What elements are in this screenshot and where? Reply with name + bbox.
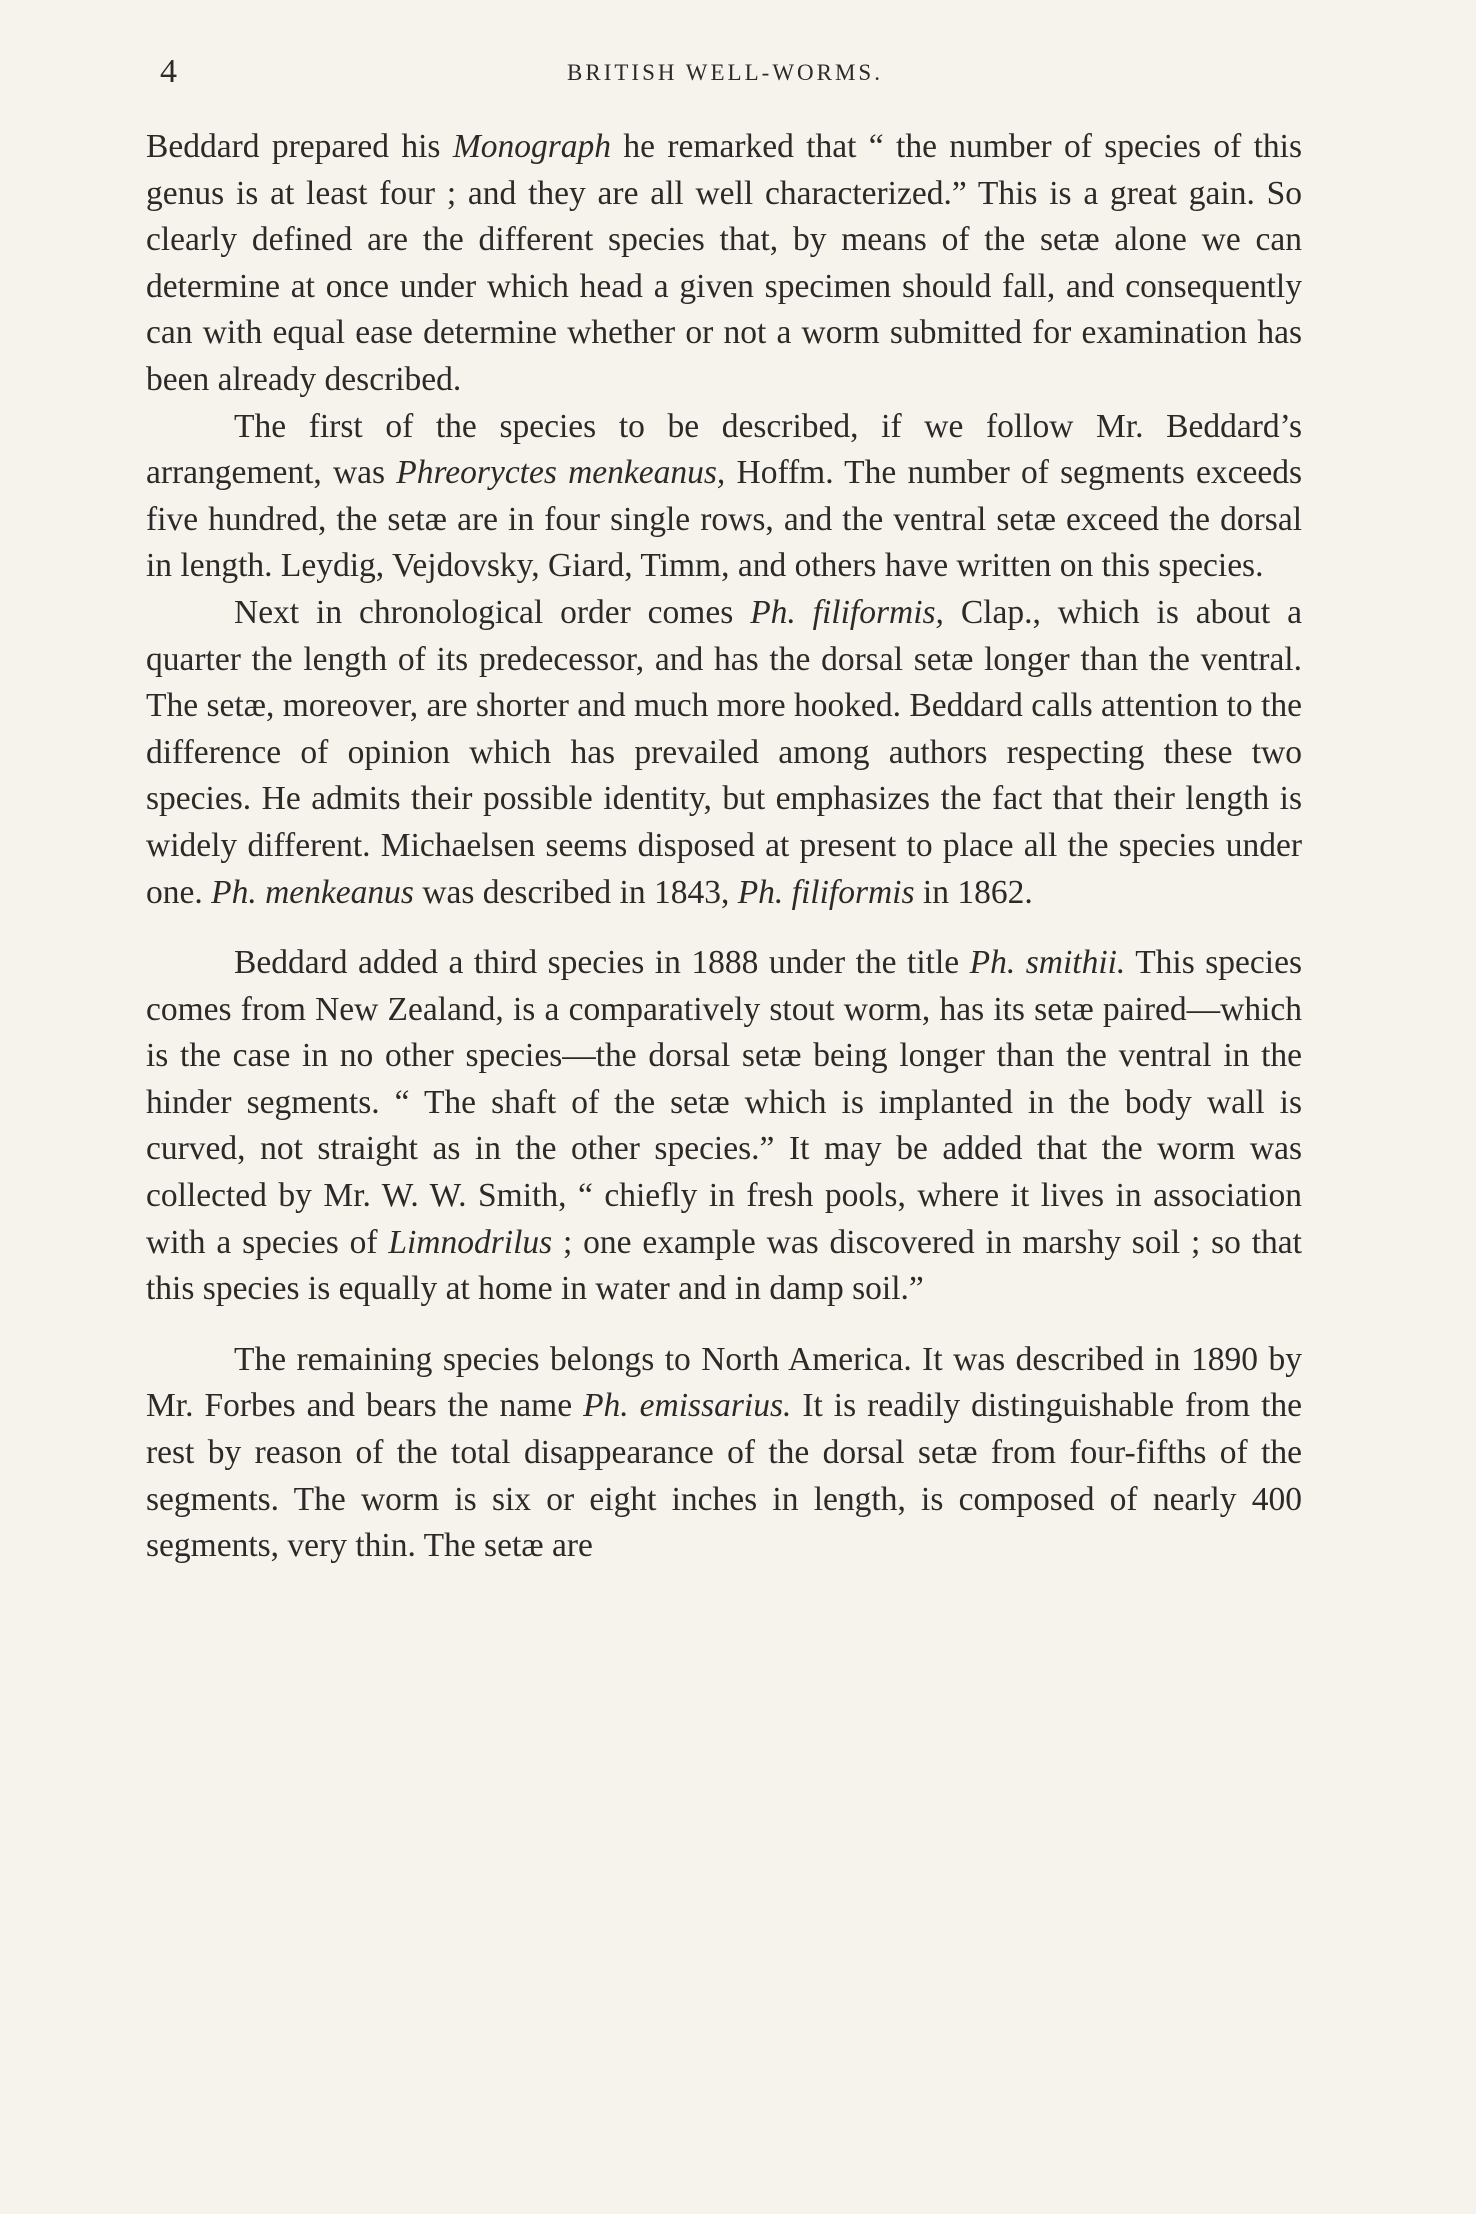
paragraph <box>146 940 1302 1313</box>
species-name: Ph. emissarius. <box>583 1387 792 1425</box>
text-run: Beddard prepared his <box>146 128 453 165</box>
text-run: It is readily distinguishable from the rest by reason of the total disappearance of the dorsal setæ from four-fifths of the segments. The worm is six or eight inches in length, is composed of nearly 400 segments, very thin. The setæ are <box>146 1387 1302 1565</box>
page-number: 4 <box>160 53 177 90</box>
text-run: in 1862. <box>914 873 1033 911</box>
text-run: Hoffm. The number of segments exceeds five hundred, the setæ are in four single rows, and the ventral setæ exceed the dorsal in length. Leydig, Vejdovsky, Giard, Timm, and others have written on this species. <box>146 454 1302 585</box>
body-text <box>146 124 1302 1570</box>
text-run: was described in 1843, <box>413 873 738 911</box>
species-name: Phreoryctes menkeanus, <box>396 454 726 492</box>
paragraph <box>146 590 1302 916</box>
text-run: Next in chronological order comes <box>234 593 751 631</box>
text-run: The remaining species belongs to North America. It was described in 1890 by Mr. Forbes and bears the name <box>146 1340 1302 1425</box>
species-name: Ph. smithii. <box>969 944 1126 982</box>
species-name: Ph. menkeanus <box>211 873 414 911</box>
species-name: Ph. filiformis, <box>750 593 944 631</box>
paragraph <box>146 124 1302 404</box>
text-run: Clap., which is about a quarter the length of its predecessor, and has the dorsal setæ longer than the ventral. The setæ, moreover, are shorter and much more hooked. Beddard calls attention to the difference of opinion which has prevailed among authors respecting these two species. He admits their possible identity, but emphasizes the fact that their length is widely different. Michaelsen seems disposed at present to place all the species under one. <box>146 593 1303 911</box>
page-header <box>160 52 1290 92</box>
paragraph <box>146 1337 1302 1570</box>
text-run: he remarked that “ the number of species of this genus is at least four ; and they are all well characterized.” This is a great gain. So clearly defined are the different species that, by means of the setæ alone we can determine at once under which head a given specimen should fall, and consequently can with equal ease determine whether or not a worm submitted for examination has been already described. <box>146 128 1302 398</box>
paragraph <box>146 404 1302 590</box>
paragraph-gap <box>146 916 1302 940</box>
genus-name: Limnodrilus <box>388 1223 553 1261</box>
paragraph-gap <box>146 1313 1302 1337</box>
running-head: BRITISH WELL-WORMS. <box>567 60 883 85</box>
text-run: The first of the species to be described, if we follow Mr. Beddard’s arrangement, was <box>146 407 1302 492</box>
text-run: Beddard added a third species in 1888 under the title <box>234 944 970 982</box>
text-run: This species comes from New Zealand, is a comparatively stout worm, has its setæ paired—which is the case in no other species—the dorsal setæ being longer than the ventral in the hinder segments. “ The shaft of the setæ which is implanted in the body wall is curved, not straight as in the other species.” It may be added that the worm was collected by Mr. W. W. Smith, “ chiefly in fresh pools, where it lives in association with a species of <box>146 944 1302 1261</box>
species-name: Ph. filiformis <box>737 873 915 911</box>
italic-title: Monograph <box>452 128 612 165</box>
text-run: ; one example was discovered in marshy soil ; so that this species is equally at home in water and in damp soil.” <box>146 1223 1302 1308</box>
